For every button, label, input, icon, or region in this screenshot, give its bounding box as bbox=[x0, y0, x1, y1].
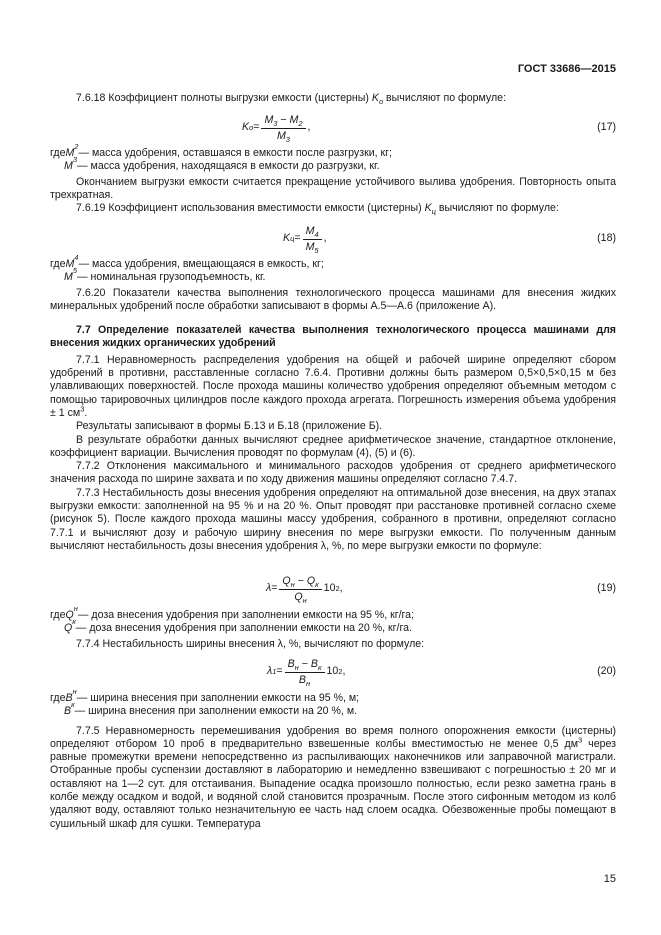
definition-row: M 5 — номинальная грузоподъемность, кг. bbox=[64, 266, 266, 284]
formula-number: (17) bbox=[597, 121, 616, 133]
formula-19: λ = $\frac{Q_н - Q_к}{Q_н}$ 10 2 , (19) bbox=[266, 574, 616, 605]
definition-row: где M 2 — масса удобрения, оставшаяся в емкости после разгрузки, кг; bbox=[50, 142, 392, 159]
section-heading-7-7: 7.7 Определение показателей качества выполнения технологического процесса машинами для внесения жидких органических удобрений bbox=[50, 324, 616, 350]
fraction: $\frac{M_4}{M_5}$ bbox=[303, 225, 322, 254]
standard-header: ГОСТ 33686—2015 bbox=[517, 63, 616, 75]
fraction: $\frac{Q_н - Q_к}{Q_н}$ bbox=[279, 575, 321, 604]
para-7-7-4: 7.7.4 Нестабильность ширины внесения λ, %, вычисляют по формуле: bbox=[76, 637, 425, 650]
para-end-unloading: Окончанием выгрузки емкости считается прекращение устойчивого вылива удобрения. Повторность опыта трехкратная. bbox=[50, 175, 616, 201]
para-7-7-3: 7.7.3 Нестабильность дозы внесения удобрения определяют на оптимальной дозе внесения, на двух этапах выгрузки емкости: заполненной на 95 % и на 20 %. Опыт проводят при расстановке противней согласно схеме (рисунок 5). После каждого прохода машины массу удобрения, собранного в противни, определяют согласно 7.7.1 и вычисляют дозу и рабочую ширину внесения по мере выгрузки емкости. По полученным данным вычисляют нестабильность дозы внесения удобрения λ, %, по мере выгрузки емкости по формуле: bbox=[50, 486, 616, 552]
formula-number: (19) bbox=[597, 582, 616, 594]
para-7-6-19-text: 7.6.19 Коэффициент использования вместимости емкости (цистерны) bbox=[76, 202, 425, 215]
definition-row: B к — ширина внесения при заполнении емкости на 20 %, м. bbox=[64, 700, 358, 718]
fraction: $\frac{M_3 - M_2}{M_3}$ bbox=[261, 114, 305, 143]
para-7-7-2: 7.7.2 Отклонения максимального и минимального расходов удобрения от среднего арифметического значения расхода по ширине захвата и по ходу движения машины определяют согласно 7.4.7. bbox=[50, 460, 616, 486]
definition-row: M 3 — масса удобрения, находящаяся в емкости до разгрузки, кг. bbox=[64, 155, 380, 173]
para-7-6-18-text: 7.6.18 Коэффициент полноты выгрузки емкости (цистерны) bbox=[76, 92, 372, 104]
para-7-7-5: 7.7.5 Неравномерность перемешивания удобрения во время полного опорожнения емкости (цистерны) определяют отбором 10 проб в предварительно взвешенные колбы вместимостью не менее 0,5 $дм^3$ через равные промежутки времени непосредственно из распыливающих наконечников или заправочной магистрали. Отобранные пробы суспензии доставляют в лабораторию и немедленно взвешивают с погрешностью ± 20 мг и оставляют на 1—2 сут. для отстаивания. Выпадение осадка произошло полностью, если резко заметна грань в колбе между осадком и водой, и водяной слой становится прозрачным. После этого сифонным методом из колб удаляют воду, оставляют только незначительную ее часть над слоем осадка. Обезвоженные пробы помещают в сушильный шкаф для сушки. Температура bbox=[50, 724, 616, 830]
formula-18: K ц = $\frac{M_4}{M_5}$ , (18) bbox=[283, 224, 616, 255]
para-7-7-1: 7.7.1 Неравномерность распределения удобрения на общей и рабочей ширине определяют сбором удобрений в противни, расставленные согласно 7.6.4. Противни должны быть размером 0,5×0,5×0,15 м без улавливающих поверхностей. После прохода машины количество удобрения определяют объемным методом с помощью тарировочных цилиндров после каждого прохода агрегата. Погрешность измерения объема удобрения ± 1 $см^3$. bbox=[50, 353, 616, 419]
para-7-6-18: 7.6.18 Коэффициент полноты выгрузки емкости (цистерны) $K_о$ вычисляют по формуле: bbox=[76, 92, 507, 107]
body-main bbox=[50, 253, 616, 553]
page-number: 15 bbox=[603, 873, 616, 885]
definition-row: где B н — ширина внесения при заполнении емкости на 95 %, м; bbox=[50, 687, 360, 704]
defs-17: где M 2 — масса удобрения, оставшаяся в емкости после разгрузки, кг; M 3 — масса удобрения, находящаяся в емкости до разгрузки, кг. Окончанием выгрузки емкости считается прекращение устойчивого вылива удобрения. Повторность опыта трехкратная. 7.6.19 Коэффициент использования вместимости емкости (цистерны) $K_ц$ вычисляют по формуле: bbox=[50, 142, 616, 217]
defs-19 bbox=[50, 604, 616, 651]
defs-20 bbox=[50, 687, 616, 831]
definition-row: где M 4 — масса удобрения, вмещающаяся в емкость, кг; bbox=[50, 253, 324, 270]
formula-20: λ 1 = $\frac{B_н - B_к}{B_н}$ 10 2 , (20) bbox=[267, 657, 616, 688]
formula-17: K о = $\frac{M_3 - M_2}{M_3}$ , (17) bbox=[242, 113, 616, 144]
para-7-6-20: 7.6.20 Показатели качества выполнения технологического процесса машинами для внесения жидких минеральных удобрений после обработки записывают в формы А.5—А.6 (приложение А). bbox=[50, 286, 616, 312]
defs-18 bbox=[50, 253, 616, 285]
fraction: $\frac{B_н - B_к}{B_н}$ bbox=[285, 658, 325, 687]
formula-number: (18) bbox=[597, 232, 616, 244]
definition-row: где Q н — доза внесения удобрения при заполнении емкости на 95 %, кг/га; bbox=[50, 604, 415, 621]
definition-row: Q к — доза внесения удобрения при заполнении емкости на 20 %, кг/га. bbox=[64, 617, 412, 635]
para-results: Результаты записывают в формы Б.13 и Б.18 (приложение Б). bbox=[76, 420, 383, 433]
para-processing: В результате обработки данных вычисляют среднее арифметическое значение, стандартное отклонение, коэффициент вариации. Вычисления проводят по формулам (4), (5) и (6). bbox=[50, 433, 616, 459]
formula-number: (20) bbox=[597, 665, 616, 677]
